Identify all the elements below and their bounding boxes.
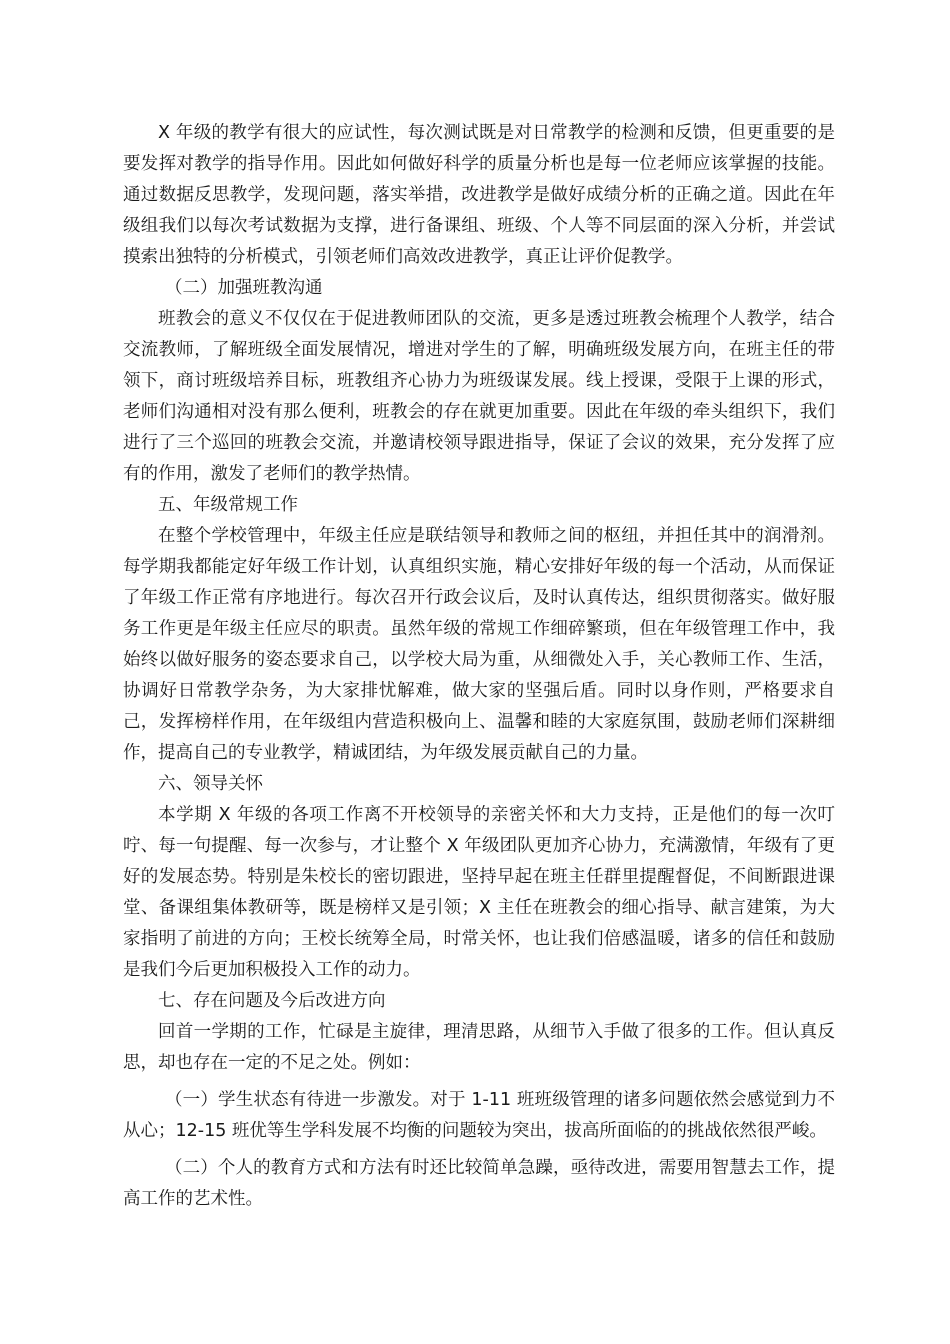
paragraph-problem-two: （二）个人的教育方式和方法有时还比较简单急躁，亟待改进，需要用智慧去工作，提高工作的艺术性。: [123, 1158, 835, 1209]
document-body: [123, 118, 835, 1215]
subheading-class-teacher-communication: （二）加强班教沟通: [165, 278, 323, 298]
paragraph-leadership-care: 本学期 X 年级的各项工作离不开校领导的亲密关怀和大力支持，正是他们的每一次叮咛、每一句提醒、每一次参与，才让整个 X 年级团队更加齐心协力，充满激情，年级有了更好的发展态势。特别是朱校长的密切跟进，坚持早起在班主任群里提醒督促，不间断跟进课堂、备课组集体教研等，既是榜样又是引领；X 主任在班教会的细心指导、献言建策，为大家指明了前进的方向；王校长统筹全局，时常关怀，也让我们倍感温暖，诸多的信任和鼓励是我们今后更加积极投入工作的动力。: [123, 805, 835, 980]
paragraph-class-teacher-meeting: 班教会的意义不仅仅在于促进教师团队的交流，更多是透过班教会梳理个人教学，结合交流教师，了解班级全面发展情况，增进对学生的了解，明确班级发展方向，在班主任的带领下，商讨班级培养目标，班教组齐心协力为班级谋发展。线上授课，受限于上课的形式，老师们沟通相对没有那么便利，班教会的存在就更加重要。因此在年级的牵头组织下，我们进行了三个巡回的班教会交流，并邀请校领导跟进指导，保证了会议的效果，充分发挥了应有的作用，激发了老师们的教学热情。: [123, 309, 835, 484]
paragraph-grade-routine-work: 在整个学校管理中，年级主任应是联结领导和教师之间的枢纽，并担任其中的润滑剂。每学期我都能定好年级工作计划，认真组织实施，精心安排好年级的每一个活动，从而保证了年级工作正常有序地进行。每次召开行政会议后，及时认真传达，组织贯彻落实。做好服务工作更是年级主任应尽的职责。虽然年级的常规工作细碎繁琐，但在年级管理工作中，我始终以做好服务的姿态要求自己，以学校大局为重，从细微处入手，关心教师工作、生活，协调好日常教学杂务，为大家排忧解难，做大家的坚强后盾。同时以身作则，严格要求自己，发挥榜样作用，在年级组内营造积极向上、温馨和睦的大家庭氛围，鼓励老师们深耕细作，提高自己的专业教学，精诚团结，为年级发展贡献自己的力量。: [123, 526, 835, 763]
heading-problems-and-improvement: 七、存在问题及今后改进方向: [158, 991, 386, 1011]
paragraph-reflection: 回首一学期的工作，忙碌是主旋律，理清思路，从细节入手做了很多的工作。但认真反思，却也存在一定的不足之处。例如：: [123, 1022, 835, 1073]
paragraph-problem-one: （一）学生状态有待进一步激发。对于 1-11 班班级管理的诸多问题依然会感觉到力不从心；12-15 班优等生学科发展不均衡的问题较为突出，拔高所面临的的挑战依然很严峻。: [123, 1090, 835, 1141]
heading-grade-routine-work: 五、年级常规工作: [158, 495, 298, 515]
paragraph-exam-analysis: X 年级的教学有很大的应试性，每次测试既是对日常教学的检测和反馈，但更重要的是要发挥对教学的指导作用。因此如何做好科学的质量分析也是每一位老师应该掌握的技能。通过数据反思教学，发现问题，落实举措，改进教学是做好成绩分析的正确之道。因此在年级组我们以每次考试数据为支撑，进行备课组、班级、个人等不同层面的深入分析，并尝试摸索出独特的分析模式，引领老师们高效改进教学，真正让评价促教学。: [123, 123, 835, 267]
heading-leadership-care: 六、领导关怀: [158, 774, 263, 794]
